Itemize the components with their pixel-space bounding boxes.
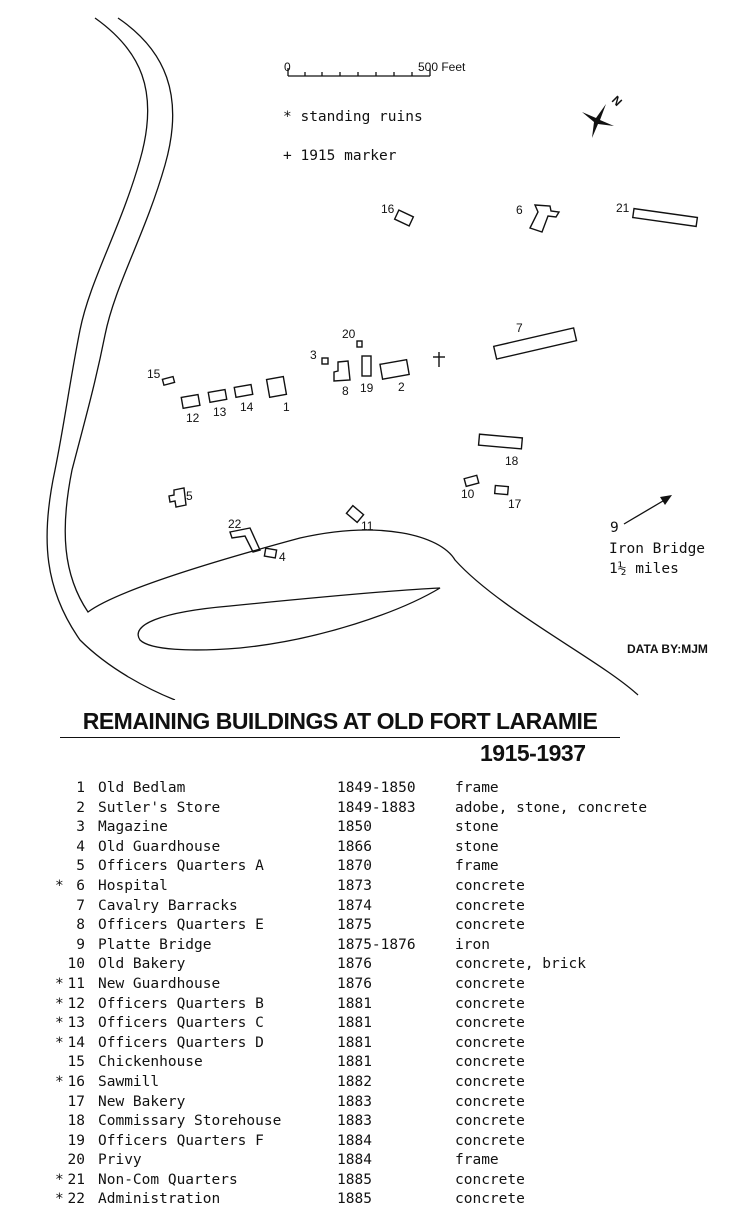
marker-1915-cross	[433, 352, 445, 367]
row-material: concrete	[455, 1054, 525, 1071]
title-block	[60, 708, 620, 766]
building-8	[334, 361, 350, 381]
row-name: Administration	[98, 1191, 221, 1208]
label-3: 3	[310, 348, 317, 362]
building-15	[162, 377, 174, 386]
label-17: 17	[508, 497, 522, 511]
table-row	[55, 1074, 735, 1094]
row-years: 1875	[337, 917, 372, 934]
row-years: 1870	[337, 858, 372, 875]
row-material: concrete	[455, 1073, 525, 1090]
table-row	[55, 1113, 735, 1133]
row-name: Non-Com Quarters	[98, 1171, 238, 1188]
row-number: 9	[76, 936, 85, 953]
scale-end: 500 Feet	[418, 60, 466, 74]
row-name: Officers Quarters D	[98, 1034, 264, 1051]
row-number: 22	[67, 1191, 85, 1208]
row-name: Cavalry Barracks	[98, 897, 238, 914]
building-7	[494, 328, 577, 359]
building-17	[495, 485, 509, 494]
row-star: *	[55, 1171, 64, 1188]
row-material: concrete	[455, 1015, 525, 1032]
row-years: 1883	[337, 1093, 372, 1110]
row-years: 1849-1850	[337, 780, 416, 796]
iron-bridge-number: 9	[610, 520, 619, 536]
table-row	[55, 996, 735, 1016]
page-subtitle: 1915-1937	[480, 740, 586, 766]
label-12: 12	[186, 411, 200, 425]
row-material: frame	[455, 858, 499, 875]
row-years: 1875-1876	[337, 936, 416, 953]
row-number: 4	[76, 838, 85, 855]
buildings	[162, 205, 697, 558]
river-bar	[138, 588, 440, 650]
row-material: concrete	[455, 917, 525, 934]
building-13	[208, 390, 226, 403]
table-row	[55, 1133, 735, 1153]
table-row	[55, 839, 735, 859]
north-label: N	[608, 92, 625, 109]
row-material: concrete	[455, 897, 525, 914]
row-material: concrete, brick	[455, 956, 586, 973]
label-11: 11	[361, 519, 374, 533]
row-material: concrete	[455, 1191, 525, 1208]
row-years: 1884	[337, 1152, 372, 1169]
label-21: 21	[616, 201, 630, 215]
table-row	[55, 858, 735, 878]
row-years: 1884	[337, 1132, 372, 1149]
row-star: *	[55, 1034, 64, 1051]
row-number: 5	[76, 858, 85, 875]
row-number: 15	[67, 1054, 85, 1071]
scale-bar	[288, 68, 430, 76]
row-years: 1883	[337, 1113, 372, 1130]
building-12	[181, 395, 200, 409]
row-name: New Guardhouse	[98, 975, 221, 992]
building-18	[479, 434, 523, 449]
row-years: 1873	[337, 877, 372, 894]
row-material: stone	[455, 838, 499, 855]
row-name: Platte Bridge	[98, 936, 212, 953]
row-material: frame	[455, 1152, 499, 1169]
label-14: 14	[240, 400, 254, 414]
row-material: concrete	[455, 877, 525, 894]
row-years: 1881	[337, 995, 372, 1012]
label-1: 1	[283, 400, 290, 414]
row-material: iron	[455, 936, 490, 953]
label-16: 16	[381, 202, 395, 216]
table-row	[55, 878, 735, 898]
label-18: 18	[505, 454, 519, 468]
row-number: 16	[67, 1073, 85, 1090]
row-star: *	[55, 877, 64, 894]
scale-start: 0	[284, 60, 291, 74]
iron-bridge-line2: 1½ miles	[609, 561, 679, 577]
buildings-table	[55, 780, 735, 1211]
label-20: 20	[342, 327, 356, 341]
row-years: 1881	[337, 1054, 372, 1071]
table-row	[55, 780, 735, 800]
table-row	[55, 1054, 735, 1074]
table-row	[55, 937, 735, 957]
building-10	[464, 475, 479, 486]
label-13: 13	[213, 405, 227, 419]
table-row	[55, 1035, 735, 1055]
building-22	[230, 528, 260, 552]
row-years: 1881	[337, 1034, 372, 1051]
row-number: 10	[67, 956, 85, 973]
building-20	[357, 341, 362, 347]
row-name: Officers Quarters C	[98, 1015, 264, 1032]
label-15: 15	[147, 367, 161, 381]
row-years: 1876	[337, 956, 372, 973]
table-row	[55, 956, 735, 976]
label-8: 8	[342, 384, 349, 398]
label-7: 7	[516, 321, 523, 335]
row-name: Commissary Storehouse	[98, 1113, 282, 1130]
row-number: 7	[76, 897, 85, 914]
row-material: adobe, stone, concrete	[455, 799, 648, 816]
row-years: 1885	[337, 1191, 372, 1208]
row-number: 17	[67, 1093, 85, 1110]
label-2: 2	[398, 380, 405, 394]
label-10: 10	[461, 487, 475, 501]
row-years: 1849-1883	[337, 799, 416, 816]
row-material: concrete	[455, 1034, 525, 1051]
label-5: 5	[186, 489, 193, 503]
label-22: 22	[228, 517, 242, 531]
row-name: Hospital	[98, 877, 168, 894]
river-bank-left	[47, 18, 175, 700]
table-row	[55, 819, 735, 839]
row-name: Officers Quarters F	[98, 1132, 264, 1149]
row-name: Old Bedlam	[98, 780, 186, 796]
row-material: concrete	[455, 975, 525, 992]
row-star: *	[55, 1073, 64, 1090]
row-name: Sutler's Store	[98, 799, 221, 816]
row-number: 13	[67, 1015, 85, 1032]
row-number: 12	[67, 995, 85, 1012]
data-credit: DATA BY:MJM	[627, 642, 708, 656]
row-material: concrete	[455, 995, 525, 1012]
row-material: concrete	[455, 1132, 525, 1149]
row-name: Sawmill	[98, 1073, 160, 1090]
page-title: REMAINING BUILDINGS AT OLD FORT LARAMIE	[60, 708, 620, 738]
table-row	[55, 898, 735, 918]
row-name: Magazine	[98, 819, 168, 836]
row-number: 1	[76, 780, 85, 796]
building-4	[264, 548, 276, 558]
table-row	[55, 917, 735, 937]
row-number: 21	[67, 1171, 85, 1188]
row-material: frame	[455, 780, 499, 796]
row-star: *	[55, 1015, 64, 1032]
building-14	[234, 385, 252, 398]
north-arrow-icon	[582, 93, 625, 138]
row-name: Officers Quarters B	[98, 995, 264, 1012]
row-number: 20	[67, 1152, 85, 1169]
row-number: 19	[67, 1132, 85, 1149]
row-years: 1881	[337, 1015, 372, 1032]
row-star: *	[55, 995, 64, 1012]
table-row	[55, 800, 735, 820]
row-years: 1885	[337, 1171, 372, 1188]
building-3	[322, 358, 328, 364]
table-row	[55, 1152, 735, 1172]
table-row	[55, 976, 735, 996]
row-star: *	[55, 975, 64, 992]
row-name: Privy	[98, 1152, 142, 1169]
row-years: 1874	[337, 897, 372, 914]
row-name: Old Guardhouse	[98, 838, 221, 855]
legend-1915-marker: + 1915 marker	[283, 148, 397, 164]
building-5	[169, 488, 186, 507]
label-19: 19	[360, 381, 374, 395]
table-row	[55, 1094, 735, 1114]
row-name: Officers Quarters A	[98, 858, 264, 875]
row-years: 1866	[337, 838, 372, 855]
row-number: 3	[76, 819, 85, 836]
row-years: 1876	[337, 975, 372, 992]
row-name: Chickenhouse	[98, 1054, 203, 1071]
table-row	[55, 1191, 735, 1211]
row-name: Officers Quarters E	[98, 917, 264, 934]
building-1	[267, 377, 287, 398]
row-material: concrete	[455, 1171, 525, 1188]
row-number: 2	[76, 799, 85, 816]
row-years: 1850	[337, 819, 372, 836]
building-2	[380, 360, 409, 379]
row-number: 6	[76, 877, 85, 894]
iron-bridge-line1: Iron Bridge	[609, 541, 706, 557]
row-material: stone	[455, 819, 499, 836]
row-name: New Bakery	[98, 1093, 186, 1110]
building-21	[633, 209, 698, 227]
row-material: concrete	[455, 1113, 525, 1130]
iron-bridge-arrow-icon	[624, 495, 672, 524]
row-number: 8	[76, 917, 85, 934]
row-years: 1882	[337, 1073, 372, 1090]
row-number: 14	[67, 1034, 85, 1051]
label-4: 4	[279, 550, 286, 564]
row-number: 18	[67, 1113, 85, 1130]
building-6	[530, 205, 559, 232]
building-16	[395, 210, 414, 226]
legend-standing-ruins: * standing ruins	[283, 109, 423, 125]
table-row	[55, 1015, 735, 1035]
building-19	[362, 356, 371, 376]
row-name: Old Bakery	[98, 956, 186, 973]
row-number: 11	[67, 975, 85, 992]
table-row	[55, 1172, 735, 1192]
row-star: *	[55, 1191, 64, 1208]
row-material: concrete	[455, 1093, 525, 1110]
label-6: 6	[516, 203, 523, 217]
